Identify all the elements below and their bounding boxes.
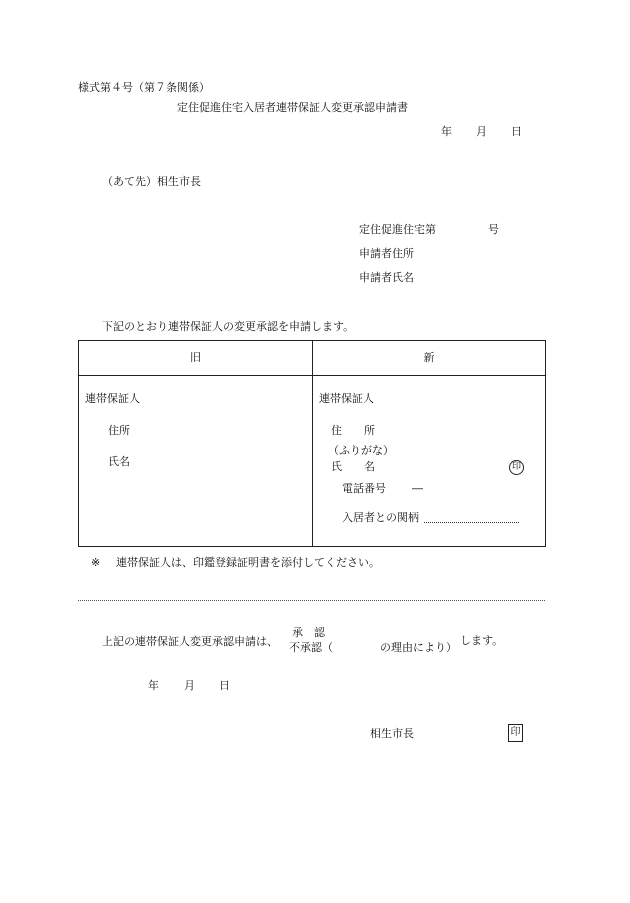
note-mark: ※ [91, 556, 101, 569]
approval-date-day: 日 [219, 679, 230, 692]
reason-text: の理由により） [380, 641, 457, 654]
old-name-label: 氏名 [108, 455, 130, 468]
approval-date-month: 月 [184, 679, 195, 692]
new-furigana-label: （ふりがな） [328, 444, 394, 457]
old-guarantor-cell [79, 376, 313, 547]
approval-text: 上記の連帯保証人変更承認申請は、 [102, 635, 278, 648]
old-guarantor-label: 連帯保証人 [85, 392, 140, 405]
note-text: 連帯保証人は、印鑑登録証明書を添付してください。 [116, 556, 380, 569]
applicant-address-label: 申請者住所 [359, 247, 414, 260]
date-year-label: 年 [441, 125, 452, 138]
relation-dotted-line [424, 522, 519, 523]
approval-date-year: 年 [148, 679, 159, 692]
new-column-header: 新 [313, 341, 546, 376]
intro-text: 下記のとおり連帯保証人の変更承認を申請します。 [102, 320, 355, 333]
new-guarantor-label: 連帯保証人 [319, 392, 374, 405]
old-column-header: 旧 [79, 341, 313, 376]
guarantor-change-table [78, 340, 546, 547]
applicant-name-label: 申請者氏名 [359, 271, 414, 284]
housing-number-suffix: 号 [488, 223, 499, 236]
date-month-label: 月 [476, 125, 487, 138]
new-guarantor-cell [313, 376, 546, 547]
old-address-label: 住所 [108, 424, 130, 437]
mayor-seal-icon: 印 [508, 724, 523, 742]
new-phone-dash: ― [412, 482, 423, 495]
new-name-label: 氏 名 [331, 460, 375, 473]
housing-number-prefix: 定住促進住宅第 [359, 223, 436, 236]
cut-line-divider [78, 600, 545, 601]
mayor-label: 相生市長 [370, 727, 414, 740]
date-day-label: 日 [511, 125, 522, 138]
new-phone-label: 電話番号 [342, 482, 386, 495]
approve-option: 承 認 [292, 626, 325, 639]
addressee: （あて先）相生市長 [102, 175, 201, 188]
disapprove-option: 不承認（ [289, 641, 333, 654]
approval-suffix: します。 [460, 634, 504, 647]
new-relation-label: 入居者との関柄 [342, 511, 419, 524]
form-number: 様式第４号（第７条関係） [78, 81, 210, 94]
seal-icon: 印 [509, 460, 524, 475]
form-title: 定住促進住宅入居者連帯保証人変更承認申請書 [177, 101, 408, 114]
new-address-label: 住 所 [331, 424, 375, 437]
